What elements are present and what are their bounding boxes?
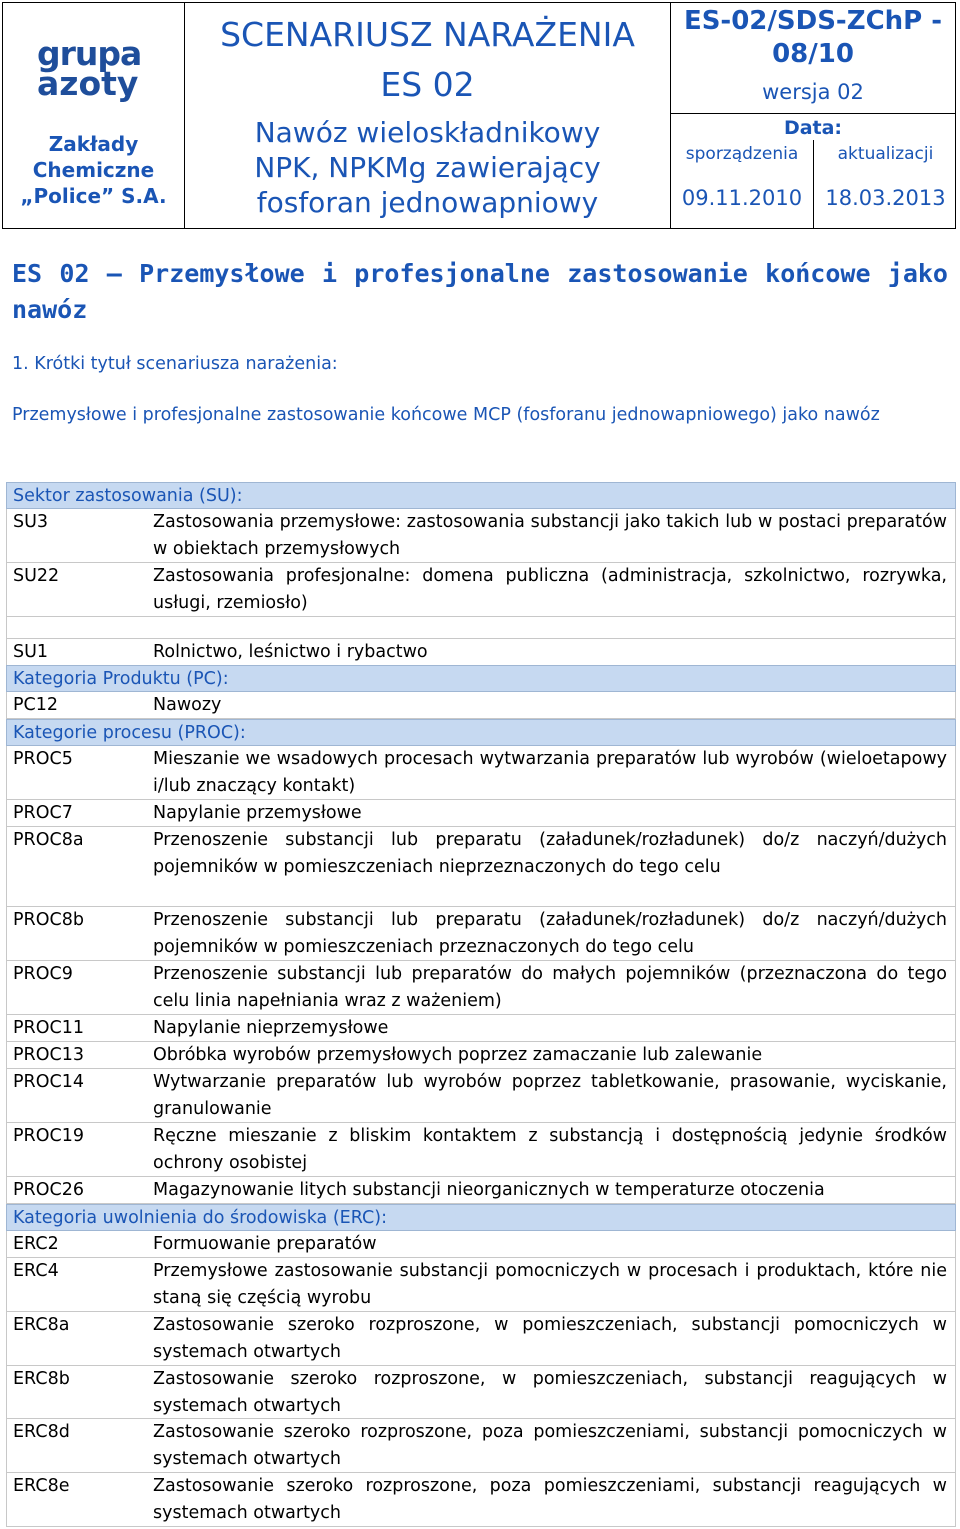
proc-section-title: Kategorie procesu (PROC): <box>6 719 956 746</box>
table-row <box>6 1042 956 1069</box>
title-cell <box>185 3 670 228</box>
row-code: PROC7 <box>13 803 73 823</box>
table-row <box>6 639 956 667</box>
row-description: Przenoszenie substancji lub preparatu (załadunek/rozładunek) do/z naczyń/dużych pojemników w pomieszczeniach przeznaczonych do tego celu <box>153 910 947 957</box>
row-code: PROC9 <box>13 964 73 984</box>
version-label: wersja 02 <box>762 80 864 104</box>
row-description: Ręczne mieszanie z bliskim kontaktem z substancją i dostępnością jedynie środków ochrony osobistej <box>153 1126 947 1173</box>
row-description: Magazynowanie litych substancji nieorganicznych w temperaturze otoczenia <box>153 1180 825 1200</box>
grupa-azoty-logo <box>37 34 157 103</box>
table-row <box>6 1366 956 1419</box>
section-1-title: 1. Krótki tytuł scenariusza narażenia: <box>12 354 338 374</box>
row-description: Zastosowanie szeroko rozproszone, w pomieszczeniach, substancji reagujących w systemach otwartych <box>153 1369 947 1416</box>
su-section <box>6 482 956 667</box>
table-row <box>6 1231 956 1258</box>
row-description: Zastosowania profesjonalne: domena publiczna (administracja, szkolnictwo, rozrywka, usługi, rzemiosło) <box>153 566 947 613</box>
row-code: ERC4 <box>13 1261 59 1281</box>
row-description: Napylanie przemysłowe <box>153 803 362 823</box>
pc-section-title: Kategoria Produktu (PC): <box>6 665 956 692</box>
document-reference: ES-02/SDS-ZChP - 08/10 <box>683 6 943 69</box>
pc-section <box>6 665 956 719</box>
row-code: PC12 <box>13 695 59 715</box>
table-row <box>6 907 956 961</box>
table-row <box>6 1312 956 1366</box>
row-code: ERC8a <box>13 1315 70 1335</box>
row-code: PROC8b <box>13 910 84 930</box>
table-row <box>6 509 956 563</box>
document-header <box>2 2 956 229</box>
date-label: Data: <box>783 117 843 139</box>
table-row <box>6 800 956 827</box>
proc-section <box>6 719 956 1204</box>
row-description: Zastosowania przemysłowe: zastosowania substancji jako takich lub w postaci preparatów w obiektach przemysłowych <box>153 512 947 559</box>
row-code: ERC2 <box>13 1234 59 1254</box>
row-description: Nawozy <box>153 695 222 715</box>
table-row <box>6 746 956 800</box>
scenario-heading: ES 02 – Przemysłowe i profesjonalne zastosowanie końcowe jako nawóz <box>12 259 948 324</box>
row-description: Zastosowanie szeroko rozproszone, poza pomieszczeniami, substancji reagujących w systemach otwartych <box>153 1476 947 1523</box>
row-description: Przemysłowe zastosowanie substancji pomocniczych w procesach i produktach, które nie staną się częścią wyrobu <box>153 1261 947 1308</box>
row-code: PROC11 <box>13 1018 84 1038</box>
reference-cell <box>671 3 955 228</box>
updated-label: aktualizacji <box>837 144 934 164</box>
logo-cell <box>3 3 184 228</box>
prepared-date: 09.11.2010 <box>681 186 803 210</box>
row-code: ERC8b <box>13 1369 70 1389</box>
table-row <box>6 1419 956 1473</box>
row-description: Przenoszenie substancji lub preparatu (załadunek/rozładunek) do/z naczyń/dużych pojemników w pomieszczeniach nieprzeznaczonych do tego celu <box>153 830 947 877</box>
document-title: SCENARIUSZ NARAŻENIA <box>220 15 635 54</box>
row-description: Zastosowanie szeroko rozproszone, w pomieszczeniach, substancji pomocniczych w systemach otwartych <box>153 1315 947 1362</box>
row-code: PROC26 <box>13 1180 84 1200</box>
prepared-label: sporządzenia <box>685 144 799 164</box>
row-description: Obróbka wyrobów przemysłowych poprzez zamaczanie lub zalewanie <box>153 1045 763 1065</box>
row-code: PROC19 <box>13 1126 84 1146</box>
table-row <box>6 1177 956 1204</box>
logo-line-2: azoty <box>37 64 139 103</box>
table-row <box>6 1473 956 1527</box>
row-code: ERC8e <box>13 1476 70 1496</box>
company-name: Zakłady Chemiczne „Police” S.A. <box>20 132 167 208</box>
row-code: PROC14 <box>13 1072 84 1092</box>
su-section-title: Sektor zastosowania (SU): <box>6 482 956 509</box>
table-row <box>6 1069 956 1123</box>
logo-line-1: grupa <box>37 34 142 73</box>
table-spacer <box>6 617 956 639</box>
table-row <box>6 1123 956 1177</box>
table-row <box>6 692 956 719</box>
row-description: Mieszanie we wsadowych procesach wytwarzania preparatów lub wyrobów (wieloetapowy i/lub znaczący kontakt) <box>153 749 947 796</box>
scenario-code: ES 02 <box>380 65 475 104</box>
row-description: Formuowanie preparatów <box>153 1234 377 1254</box>
row-description: Zastosowanie szeroko rozproszone, poza pomieszczeniami, substancji pomocniczych w systemach otwartych <box>153 1422 947 1469</box>
row-code: PROC8a <box>13 830 84 850</box>
erc-section <box>6 1204 956 1527</box>
scenario-short-title: Przemysłowe i profesjonalne zastosowanie końcowe MCP (fosforanu jednowapniowego) jako nawóz <box>12 405 880 425</box>
erc-section-title: Kategoria uwolnienia do środowiska (ERC): <box>6 1204 956 1231</box>
row-description: Rolnictwo, leśnictwo i rybactwo <box>153 642 428 662</box>
row-code: ERC8d <box>13 1422 70 1442</box>
row-code: SU3 <box>13 512 49 532</box>
row-description: Napylanie nieprzemysłowe <box>153 1018 389 1038</box>
table-row <box>6 827 956 907</box>
updated-date: 18.03.2013 <box>825 186 946 210</box>
product-name: Nawóz wieloskładnikowy NPK, NPKMg zawierający fosforan jednowapniowy <box>254 116 601 219</box>
row-description: Przenoszenie substancji lub preparatów do małych pojemników (przeznaczona do tego celu linia napełniania wraz z ważeniem) <box>153 964 947 1011</box>
row-code: SU22 <box>13 566 60 586</box>
row-code: SU1 <box>13 642 49 662</box>
table-row <box>6 1015 956 1042</box>
table-row <box>6 1258 956 1312</box>
row-code: PROC5 <box>13 749 73 769</box>
table-row <box>6 961 956 1015</box>
row-description: Wytwarzanie preparatów lub wyrobów poprzez tabletkowanie, prasowanie, wyciskanie, granulowanie <box>153 1072 947 1119</box>
table-row <box>6 563 956 617</box>
row-code: PROC13 <box>13 1045 84 1065</box>
